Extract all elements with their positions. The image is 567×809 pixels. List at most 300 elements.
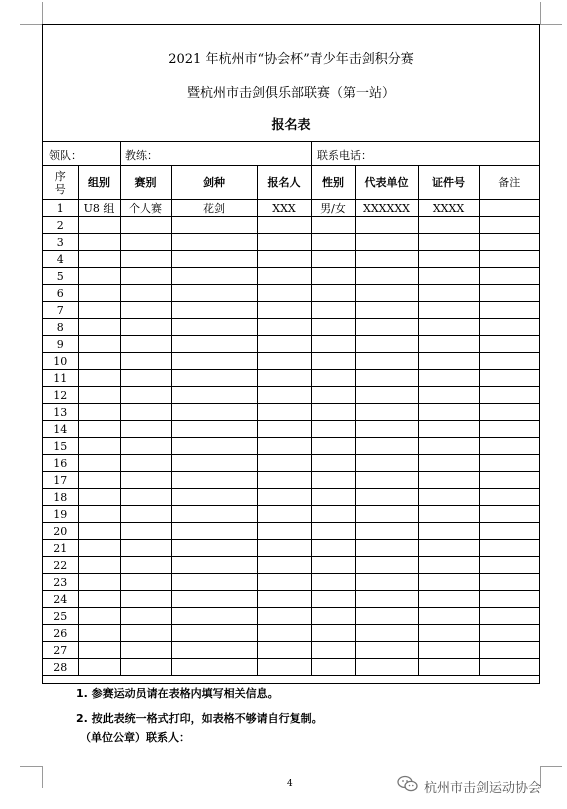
cell-remarks [479,268,539,285]
cell-entrant [257,234,311,251]
cell-entrant [257,353,311,370]
title-line-1: 2021 年杭州市“协会杯”青少年击剑积分赛 [168,52,414,67]
cell-unit [355,353,418,370]
cell-remarks [479,659,539,676]
cell-id-number [418,370,479,387]
cell-remarks [479,557,539,574]
cell-entrant [257,540,311,557]
title-block [43,25,539,142]
cell-event [120,251,171,268]
cell-event [120,217,171,234]
cell-gender [311,217,355,234]
cell-gender [311,421,355,438]
cell-index: 24 [43,591,78,608]
cell-entrant [257,591,311,608]
cell-event [120,574,171,591]
cell-remarks [479,200,539,217]
cell-unit [355,438,418,455]
cell-unit [355,642,418,659]
cell-id-number [418,353,479,370]
crop-mark [42,2,43,24]
cell-index: 1 [43,200,78,217]
cell-event [120,268,171,285]
cell-entrant [257,404,311,421]
cell-unit [355,336,418,353]
cell-id-number [418,404,479,421]
cell-gender: 男/女 [311,200,355,217]
col-header-entrant: 报名人 [257,166,311,200]
cell-event [120,608,171,625]
cell-index: 5 [43,268,78,285]
table-row [43,285,539,302]
cell-index: 10 [43,353,78,370]
cell-event [120,370,171,387]
table-row [43,217,539,234]
cell-unit [355,523,418,540]
table-row [43,319,539,336]
cell-weapon [171,353,257,370]
cell-group [78,217,120,234]
cell-event [120,506,171,523]
cell-group [78,591,120,608]
registration-form [42,24,540,684]
table-row [43,455,539,472]
cell-group [78,557,120,574]
cell-entrant [257,370,311,387]
cell-group [78,268,120,285]
cell-unit [355,404,418,421]
cell-weapon [171,608,257,625]
cell-entrant [257,319,311,336]
cell-unit [355,234,418,251]
cell-weapon [171,472,257,489]
cell-unit [355,268,418,285]
cell-remarks [479,234,539,251]
cell-index: 27 [43,642,78,659]
cell-entrant [257,336,311,353]
cell-entrant [257,523,311,540]
note-1: 1. 参赛运动员请在表格内填写相关信息。 [76,687,279,700]
cell-weapon [171,404,257,421]
cell-index: 28 [43,659,78,676]
table-row [43,438,539,455]
cell-weapon [171,455,257,472]
cell-index: 8 [43,319,78,336]
cell-gender [311,506,355,523]
cell-gender [311,353,355,370]
table-row [43,268,539,285]
table-row [43,659,539,676]
cell-unit [355,659,418,676]
cell-id-number [418,489,479,506]
note-3: （单位公章）联系人： [80,731,190,744]
cell-weapon [171,336,257,353]
cell-weapon: 花剑 [171,200,257,217]
leader-label: 领队： [49,149,82,162]
cell-entrant [257,625,311,642]
cell-index: 18 [43,489,78,506]
cell-group [78,472,120,489]
cell-remarks [479,574,539,591]
cell-unit [355,387,418,404]
cell-entrant [257,642,311,659]
cell-weapon [171,234,257,251]
cell-id-number [418,659,479,676]
cell-remarks [479,285,539,302]
cell-event [120,234,171,251]
cell-remarks [479,217,539,234]
cell-weapon [171,625,257,642]
cell-remarks [479,353,539,370]
cell-id-number [418,557,479,574]
cell-gender [311,336,355,353]
cell-group [78,608,120,625]
cell-weapon [171,319,257,336]
cell-weapon [171,217,257,234]
cell-weapon [171,506,257,523]
watermark-text: 杭州市击剑运动协会 [424,780,542,796]
cell-group [78,404,120,421]
cell-group [78,234,120,251]
col-header-id-number: 证件号 [418,166,479,200]
cell-gender [311,642,355,659]
cell-unit [355,455,418,472]
cell-unit [355,319,418,336]
cell-id-number: XXXX [418,200,479,217]
cell-entrant [257,506,311,523]
cell-gender [311,574,355,591]
cell-index: 26 [43,625,78,642]
cell-gender [311,387,355,404]
cell-remarks [479,387,539,404]
col-header-unit: 代表单位 [355,166,418,200]
cell-remarks [479,319,539,336]
cell-event [120,353,171,370]
cell-weapon [171,659,257,676]
cell-group [78,625,120,642]
cell-index: 14 [43,421,78,438]
cell-remarks [479,625,539,642]
cell-index: 20 [43,523,78,540]
cell-group [78,421,120,438]
cell-group [78,387,120,404]
cell-gender [311,455,355,472]
col-header-weapon: 剑种 [171,166,257,200]
cell-unit [355,251,418,268]
cell-remarks [479,302,539,319]
cell-weapon [171,540,257,557]
table-row [43,336,539,353]
cell-event [120,421,171,438]
cell-event [120,285,171,302]
cell-weapon [171,557,257,574]
cell-gender [311,404,355,421]
phone-label: 联系电话： [317,149,372,162]
cell-weapon [171,642,257,659]
crop-mark [540,766,562,767]
cell-index: 21 [43,540,78,557]
cell-gender [311,285,355,302]
col-header-gender: 性别 [311,166,355,200]
cell-group [78,336,120,353]
cell-entrant [257,251,311,268]
cell-event: 个人赛 [120,200,171,217]
cell-event [120,336,171,353]
cell-weapon [171,421,257,438]
cell-weapon [171,302,257,319]
cell-group [78,285,120,302]
table-row [43,353,539,370]
cell-index: 25 [43,608,78,625]
cell-unit [355,302,418,319]
table-row [43,234,539,251]
cell-id-number [418,268,479,285]
col-header-remarks: 备注 [479,166,539,200]
cell-id-number [418,591,479,608]
cell-index: 17 [43,472,78,489]
watermark [397,775,541,797]
cell-index: 4 [43,251,78,268]
cell-remarks [479,608,539,625]
cell-unit [355,540,418,557]
cell-gender [311,540,355,557]
cell-gender [311,591,355,608]
cell-remarks [479,506,539,523]
cell-remarks [479,251,539,268]
cell-id-number [418,472,479,489]
cell-group [78,540,120,557]
cell-event [120,319,171,336]
cell-id-number [418,217,479,234]
cell-gender [311,557,355,574]
table-row [43,370,539,387]
cell-remarks [479,370,539,387]
table-header [43,166,539,200]
cell-id-number [418,251,479,268]
entry-table [43,166,539,676]
cell-event [120,404,171,421]
cell-weapon [171,268,257,285]
cell-remarks [479,336,539,353]
table-row [43,574,539,591]
crop-mark [20,24,42,25]
crop-mark [540,24,562,25]
cell-weapon [171,438,257,455]
table-row [43,591,539,608]
cell-remarks [479,404,539,421]
cell-weapon [171,370,257,387]
cell-index: 9 [43,336,78,353]
cell-id-number [418,438,479,455]
cell-remarks [479,642,539,659]
cell-gender [311,251,355,268]
cell-remarks [479,421,539,438]
cell-entrant [257,455,311,472]
cell-id-number [418,285,479,302]
cell-unit [355,472,418,489]
table-row [43,421,539,438]
crop-mark [42,766,43,788]
cell-gender [311,370,355,387]
cell-weapon [171,591,257,608]
title-line-3: 报名表 [271,118,311,133]
cell-index: 6 [43,285,78,302]
cell-id-number [418,302,479,319]
crop-mark [540,2,541,24]
cell-gender [311,659,355,676]
cell-gender [311,438,355,455]
cell-index: 13 [43,404,78,421]
table-row [43,387,539,404]
cell-unit [355,506,418,523]
cell-id-number [418,234,479,251]
cell-entrant [257,421,311,438]
table-row [43,200,539,217]
cell-event [120,540,171,557]
cell-unit [355,421,418,438]
page-number: 4 [287,779,293,789]
crop-mark [20,766,42,767]
cell-id-number [418,523,479,540]
cell-weapon [171,523,257,540]
cell-index: 3 [43,234,78,251]
cell-id-number [418,455,479,472]
cell-entrant [257,302,311,319]
cell-index: 19 [43,506,78,523]
cell-gender [311,319,355,336]
cell-index: 22 [43,557,78,574]
cell-unit [355,285,418,302]
divider [311,142,312,165]
cell-group [78,353,120,370]
cell-index: 12 [43,387,78,404]
cell-group [78,370,120,387]
cell-entrant [257,472,311,489]
cell-remarks [479,455,539,472]
col-header-event: 赛别 [120,166,171,200]
cell-index: 7 [43,302,78,319]
cell-group [78,319,120,336]
table-row [43,404,539,421]
cell-group [78,506,120,523]
cell-index: 16 [43,455,78,472]
cell-gender [311,625,355,642]
cell-gender [311,472,355,489]
cell-group [78,438,120,455]
cell-entrant [257,557,311,574]
cell-entrant [257,608,311,625]
cell-gender [311,608,355,625]
cell-group [78,659,120,676]
cell-entrant [257,285,311,302]
cell-group [78,642,120,659]
cell-entrant: XXX [257,200,311,217]
cell-entrant [257,574,311,591]
cell-entrant [257,438,311,455]
cell-remarks [479,489,539,506]
cell-group [78,302,120,319]
cell-unit [355,217,418,234]
col-header-index: 序号 [43,166,78,200]
cell-id-number [418,608,479,625]
cell-gender [311,234,355,251]
cell-event [120,557,171,574]
cell-weapon [171,285,257,302]
cell-remarks [479,438,539,455]
cell-id-number [418,319,479,336]
cell-id-number [418,421,479,438]
table-row [43,625,539,642]
wechat-icon [397,775,419,797]
cell-gender [311,523,355,540]
cell-id-number [418,387,479,404]
cell-entrant [257,489,311,506]
cell-gender [311,489,355,506]
cell-id-number [418,625,479,642]
cell-weapon [171,574,257,591]
cell-unit [355,625,418,642]
info-row [43,142,539,166]
cell-entrant [257,268,311,285]
table-row [43,557,539,574]
cell-id-number [418,506,479,523]
cell-group [78,489,120,506]
cell-index: 11 [43,370,78,387]
cell-id-number [418,574,479,591]
divider [120,142,121,165]
table-row [43,472,539,489]
col-header-group: 组别 [78,166,120,200]
cell-unit [355,557,418,574]
table-row [43,302,539,319]
cell-group: U8 组 [78,200,120,217]
cell-remarks [479,591,539,608]
cell-unit: XXXXXX [355,200,418,217]
cell-weapon [171,387,257,404]
table-row [43,251,539,268]
note-2: 2. 按此表统一格式打印，如表格不够请自行复制。 [76,712,323,725]
cell-remarks [479,472,539,489]
cell-weapon [171,489,257,506]
cell-gender [311,302,355,319]
cell-unit [355,489,418,506]
cell-unit [355,574,418,591]
cell-id-number [418,336,479,353]
cell-index: 2 [43,217,78,234]
cell-event [120,642,171,659]
cell-gender [311,268,355,285]
cell-entrant [257,659,311,676]
cell-index: 15 [43,438,78,455]
cell-event [120,591,171,608]
cell-event [120,472,171,489]
cell-event [120,438,171,455]
cell-group [78,455,120,472]
table-row [43,540,539,557]
cell-event [120,489,171,506]
cell-event [120,387,171,404]
cell-remarks [479,523,539,540]
table-row [43,523,539,540]
cell-index: 23 [43,574,78,591]
cell-unit [355,591,418,608]
cell-id-number [418,540,479,557]
title-line-2: 暨杭州市击剑俱乐部联赛（第一站） [186,86,395,101]
cell-event [120,302,171,319]
coach-label: 教练： [125,149,158,162]
cell-entrant [257,217,311,234]
table-row [43,642,539,659]
